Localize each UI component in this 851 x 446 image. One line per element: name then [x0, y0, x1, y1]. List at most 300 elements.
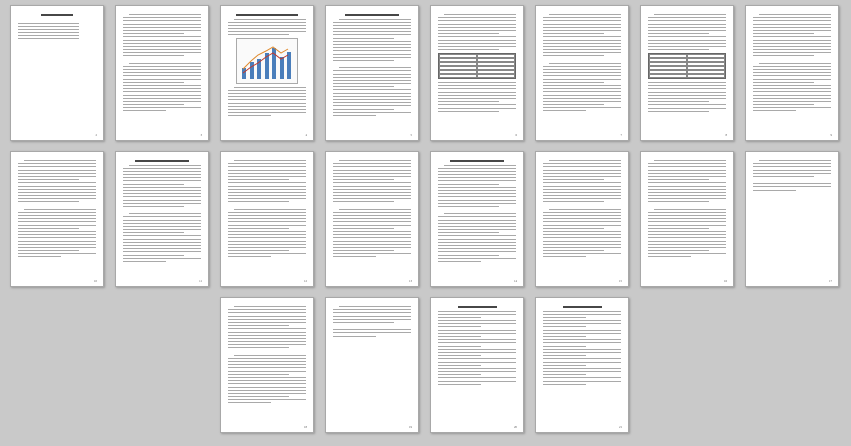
- page-content: [228, 14, 306, 132]
- text-line: [333, 99, 411, 100]
- text-line: [438, 339, 516, 340]
- text-line: [18, 218, 96, 219]
- page-number: 11: [199, 279, 202, 283]
- text-line: [228, 112, 306, 113]
- text-line: [228, 325, 289, 326]
- text-line: [228, 328, 306, 329]
- text-line: [438, 261, 481, 262]
- text-line: [438, 174, 516, 175]
- text-line: [543, 381, 621, 382]
- text-line: [438, 226, 516, 227]
- text-line: [543, 323, 621, 324]
- text-line: [123, 36, 201, 37]
- text-line: [648, 24, 726, 25]
- text-line: [438, 190, 516, 191]
- text-line: [438, 245, 516, 246]
- page-number: 6: [515, 133, 517, 137]
- text-line: [438, 255, 499, 256]
- page-number: 12: [304, 279, 307, 283]
- text-line: [438, 206, 499, 207]
- text-line: [543, 98, 621, 99]
- text-line: [753, 190, 796, 191]
- document-page[interactable]: [220, 297, 314, 433]
- text-line: [543, 311, 621, 312]
- text-line: [333, 182, 411, 183]
- document-page[interactable]: [535, 5, 629, 141]
- text-line: [438, 92, 516, 93]
- text-line: [129, 165, 201, 166]
- text-line: [753, 55, 814, 56]
- text-line: [438, 320, 516, 321]
- text-line: [438, 203, 516, 204]
- text-line: [228, 106, 306, 107]
- text-line: [123, 95, 201, 96]
- text-line: [123, 46, 201, 47]
- text-line: [123, 229, 201, 230]
- text-line: [333, 212, 411, 213]
- text-line: [18, 241, 96, 242]
- text-line: [333, 93, 411, 94]
- document-page[interactable]: [325, 151, 419, 287]
- text-line: [234, 160, 306, 161]
- text-line: [438, 326, 481, 327]
- text-line: [333, 316, 411, 317]
- text-line: [438, 323, 516, 324]
- text-line: [543, 336, 586, 337]
- page-content: [333, 160, 411, 278]
- text-line: [438, 95, 516, 96]
- text-line: [333, 234, 411, 235]
- text-line: [543, 170, 621, 171]
- document-page[interactable]: [745, 5, 839, 141]
- page-content: [123, 160, 201, 278]
- text-line: [18, 173, 96, 174]
- text-line: [123, 79, 201, 80]
- document-page[interactable]: [115, 5, 209, 141]
- text-line: [228, 225, 306, 226]
- text-line: [543, 52, 621, 53]
- text-line: [543, 33, 604, 34]
- text-line: [123, 40, 201, 41]
- text-line: [543, 69, 621, 70]
- text-line: [18, 228, 79, 229]
- text-line: [438, 40, 516, 41]
- page-content: [753, 160, 831, 278]
- document-page[interactable]: [10, 5, 104, 141]
- text-line: [753, 186, 831, 187]
- page-number: 17: [829, 279, 832, 283]
- text-line: [543, 247, 621, 248]
- text-line: [123, 200, 201, 201]
- text-line: [228, 22, 306, 23]
- document-page[interactable]: [10, 151, 104, 287]
- text-line: [438, 85, 516, 86]
- text-line: [648, 218, 726, 219]
- text-line: [333, 189, 411, 190]
- text-line: [333, 96, 411, 97]
- text-line: [543, 189, 621, 190]
- text-line: [123, 91, 201, 92]
- text-line: [543, 107, 621, 108]
- text-line: [228, 332, 306, 333]
- text-line: [648, 88, 726, 89]
- text-line: [333, 322, 394, 323]
- text-line: [18, 182, 96, 183]
- text-line: [333, 256, 376, 257]
- text-line: [339, 19, 411, 20]
- text-line: [228, 341, 306, 342]
- text-line: [228, 93, 306, 94]
- text-line: [438, 20, 516, 21]
- text-line: [333, 105, 411, 106]
- text-line: [438, 177, 516, 178]
- text-line: [753, 30, 831, 31]
- text-line: [123, 248, 201, 249]
- text-line: [228, 109, 306, 110]
- text-line: [543, 237, 621, 238]
- chart-series-line: [243, 47, 288, 69]
- text-line: [228, 90, 306, 91]
- page-content: [333, 14, 411, 132]
- text-line: [543, 346, 586, 347]
- text-line: [333, 215, 411, 216]
- page-number: 21: [619, 425, 622, 429]
- text-line: [333, 80, 411, 81]
- document-page[interactable]: [535, 151, 629, 287]
- text-line: [333, 201, 394, 202]
- page-number: 7: [620, 133, 622, 137]
- text-line: [228, 192, 306, 193]
- text-line: [648, 192, 726, 193]
- text-line: [438, 342, 516, 343]
- text-line: [543, 30, 621, 31]
- text-line: [123, 24, 201, 25]
- text-line: [648, 198, 726, 199]
- text-line: [18, 166, 96, 167]
- text-line: [648, 256, 691, 257]
- text-line: [228, 198, 306, 199]
- text-line: [333, 247, 411, 248]
- text-line: [333, 163, 411, 164]
- text-line: [333, 83, 411, 84]
- text-line: [228, 380, 306, 381]
- text-line: [129, 213, 201, 214]
- text-line: [333, 228, 394, 229]
- text-line: [753, 166, 831, 167]
- text-line: [543, 40, 621, 41]
- text-line: [648, 228, 709, 229]
- text-line: [543, 17, 621, 18]
- page-content: [543, 14, 621, 132]
- text-line: [438, 17, 516, 18]
- document-page[interactable]: [535, 297, 629, 433]
- text-line: [543, 368, 621, 369]
- text-line: [753, 110, 796, 111]
- text-line: [123, 216, 201, 217]
- page-number: 8: [725, 133, 727, 137]
- text-line: [333, 54, 411, 55]
- text-line: [234, 87, 306, 88]
- document-page[interactable]: [640, 151, 734, 287]
- text-line: [18, 29, 79, 30]
- text-line: [753, 170, 831, 171]
- page-content: [543, 306, 621, 424]
- document-page[interactable]: [220, 151, 314, 287]
- text-line: [123, 206, 184, 207]
- text-line: [123, 110, 166, 111]
- text-line: [438, 98, 516, 99]
- section-heading: [345, 14, 400, 16]
- page-number: 20: [514, 425, 517, 429]
- document-page[interactable]: [430, 5, 524, 141]
- text-line: [438, 330, 516, 331]
- page-content: [123, 14, 201, 132]
- text-line: [549, 209, 621, 210]
- page-content: [18, 160, 96, 278]
- text-line: [753, 104, 814, 105]
- text-line: [759, 160, 831, 161]
- page-number: 19: [409, 425, 412, 429]
- text-line: [543, 362, 621, 363]
- text-line: [648, 104, 726, 105]
- table: [438, 53, 516, 79]
- text-line: [648, 17, 726, 18]
- text-line: [333, 237, 411, 238]
- text-line: [123, 88, 201, 89]
- text-line: [18, 256, 61, 257]
- document-page[interactable]: [430, 297, 524, 433]
- text-line: [753, 75, 831, 76]
- text-line: [648, 231, 726, 232]
- text-line: [123, 223, 201, 224]
- page-number: 9: [830, 133, 832, 137]
- text-line: [333, 319, 411, 320]
- text-line: [438, 216, 516, 217]
- text-line: [333, 312, 411, 313]
- text-line: [438, 108, 516, 109]
- text-line: [18, 32, 79, 33]
- text-line: [543, 101, 621, 102]
- text-line: [753, 101, 831, 102]
- text-line: [18, 212, 96, 213]
- text-line: [543, 20, 621, 21]
- text-line: [18, 189, 96, 190]
- text-line: [18, 201, 79, 202]
- text-line: [438, 30, 516, 31]
- text-line: [18, 35, 79, 36]
- text-line: [18, 186, 96, 187]
- text-line: [228, 377, 306, 378]
- text-line: [18, 221, 96, 222]
- text-line: [543, 195, 621, 196]
- text-line: [444, 14, 516, 15]
- text-line: [18, 231, 96, 232]
- text-line: [648, 189, 726, 190]
- text-line: [654, 160, 726, 161]
- text-line: [543, 358, 621, 359]
- text-line: [753, 107, 831, 108]
- text-line: [648, 241, 726, 242]
- text-line: [18, 253, 96, 254]
- text-line: [648, 27, 726, 28]
- document-page[interactable]: [325, 297, 419, 433]
- text-line: [543, 91, 621, 92]
- page-number: 3: [200, 133, 202, 137]
- text-line: [648, 36, 726, 37]
- text-line: [543, 317, 586, 318]
- text-line: [228, 28, 306, 29]
- text-line: [543, 110, 586, 111]
- text-line: [333, 192, 411, 193]
- text-line: [438, 336, 481, 337]
- text-line: [648, 195, 726, 196]
- text-line: [228, 170, 306, 171]
- document-page[interactable]: [220, 5, 314, 141]
- page-content: [333, 306, 411, 424]
- text-line: [543, 104, 604, 105]
- text-line: [648, 212, 726, 213]
- text-line: [333, 166, 411, 167]
- text-line: [18, 23, 79, 24]
- document-page[interactable]: [745, 151, 839, 287]
- text-line: [228, 231, 306, 232]
- text-line: [333, 173, 411, 174]
- text-line: [333, 186, 411, 187]
- text-line: [123, 82, 184, 83]
- text-line: [438, 352, 516, 353]
- text-line: [438, 88, 516, 89]
- text-line: [438, 381, 516, 382]
- text-line: [18, 26, 79, 27]
- text-line: [228, 402, 271, 403]
- text-line: [438, 196, 516, 197]
- text-line: [228, 247, 306, 248]
- text-line: [753, 46, 831, 47]
- text-line: [18, 176, 96, 177]
- text-line: [438, 248, 516, 249]
- text-line: [648, 201, 709, 202]
- text-line: [228, 256, 271, 257]
- text-line: [543, 46, 621, 47]
- text-line: [333, 115, 376, 116]
- text-line: [648, 166, 726, 167]
- chart-lines: [237, 39, 297, 83]
- text-line: [543, 253, 621, 254]
- text-line: [24, 160, 96, 161]
- text-line: [333, 231, 411, 232]
- text-line: [438, 349, 516, 350]
- text-line: [648, 253, 726, 254]
- text-line: [438, 46, 516, 47]
- document-page[interactable]: [115, 151, 209, 287]
- text-line: [123, 220, 201, 221]
- text-line: [648, 30, 726, 31]
- text-line: [228, 338, 306, 339]
- text-line: [438, 193, 516, 194]
- text-line: [753, 85, 831, 86]
- text-line: [333, 77, 411, 78]
- text-line: [228, 173, 306, 174]
- text-line: [339, 209, 411, 210]
- text-line: [333, 253, 411, 254]
- text-line: [753, 20, 831, 21]
- text-line: [543, 215, 621, 216]
- text-line: [123, 27, 201, 28]
- text-line: [228, 371, 306, 372]
- text-line: [228, 166, 306, 167]
- text-line: [438, 374, 481, 375]
- text-line: [123, 226, 201, 227]
- text-line: [438, 368, 516, 369]
- text-line: [123, 190, 201, 191]
- text-line: [228, 387, 306, 388]
- text-line: [648, 98, 726, 99]
- text-line: [228, 25, 306, 26]
- text-line: [438, 168, 516, 169]
- text-line: [648, 247, 726, 248]
- text-line: [228, 253, 306, 254]
- text-line: [648, 176, 726, 177]
- text-line: [648, 237, 726, 238]
- page-number: 16: [724, 279, 727, 283]
- text-line: [123, 98, 201, 99]
- text-line: [438, 223, 516, 224]
- text-line: [648, 173, 726, 174]
- text-line: [123, 255, 184, 256]
- section-heading: [135, 160, 190, 162]
- text-line: [543, 166, 621, 167]
- text-line: [648, 101, 709, 102]
- table-cell: [687, 74, 725, 78]
- page-content: [648, 160, 726, 278]
- page-content: [543, 160, 621, 278]
- text-line: [648, 182, 726, 183]
- text-line: [228, 364, 306, 365]
- document-page[interactable]: [430, 151, 524, 287]
- text-line: [438, 242, 516, 243]
- text-line: [648, 46, 726, 47]
- text-line: [753, 33, 814, 34]
- document-page[interactable]: [640, 5, 734, 141]
- text-line: [438, 49, 499, 50]
- text-line: [543, 241, 621, 242]
- text-line: [123, 107, 201, 108]
- text-line: [438, 365, 481, 366]
- page-number: 13: [409, 279, 412, 283]
- text-line: [543, 225, 621, 226]
- text-line: [654, 209, 726, 210]
- document-page[interactable]: [325, 5, 419, 141]
- text-line: [228, 186, 306, 187]
- text-line: [123, 33, 184, 34]
- text-line: [438, 24, 516, 25]
- text-line: [759, 14, 831, 15]
- text-line: [549, 160, 621, 161]
- text-line: [759, 63, 831, 64]
- text-line: [333, 241, 411, 242]
- text-line: [543, 231, 621, 232]
- text-line: [543, 330, 621, 331]
- text-line: [438, 362, 516, 363]
- text-line: [333, 89, 411, 90]
- text-line: [123, 17, 201, 18]
- text-line: [648, 221, 726, 222]
- text-line: [438, 82, 516, 83]
- text-line: [438, 33, 499, 34]
- text-line: [123, 52, 201, 53]
- text-line: [753, 52, 831, 53]
- text-line: [753, 173, 831, 174]
